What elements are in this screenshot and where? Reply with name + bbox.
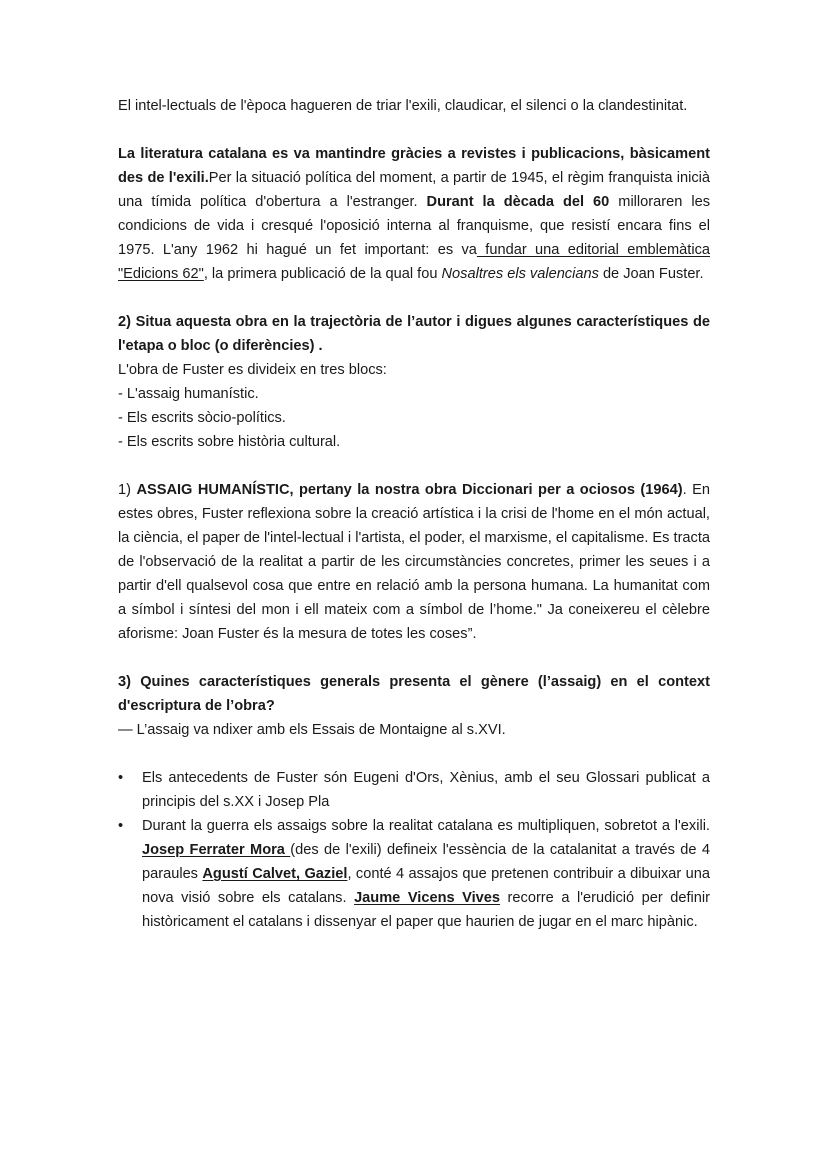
montaigne-line: — L’assaig va ndixer amb els Essais de Montaigne al s.XVI. xyxy=(118,722,506,738)
blocks-lead: L'obra de Fuster es divideix en tres blocs: xyxy=(118,362,387,378)
underlined-edicions-62: fundar una editorial emblemàtica "Edicions 62" xyxy=(118,242,710,282)
list-item: • Durant la guerra els assaigs sobre la realitat catalana es multipliquen, sobretot a l'exili. Josep Ferrater Mora (des de l'exili) defineix l'essència de la catalanitat a través de 4 paraules Agustí Calvet, Gaziel, conté 4 assajos que pretenen contribuir a dibuixar una nova visió sobre els catalans. Jaume Vicens Vives recorre a l'erudició per definir històricament el catalans i dissenyar el paper que haurien de jugar en el marc hipànic. xyxy=(118,814,710,934)
list-item: • Els antecedents de Fuster són Eugeni d'Ors, Xènius, amb el seu Glossari publicat a principis del s.XX i Josep Pla xyxy=(118,766,710,814)
author-name: Agustí Calvet, Gaziel xyxy=(202,866,348,882)
intro-paragraph-1: El intel-lectuals de l'època hagueren de triar l'exili, claudicar, el silenci o la clandestinitat. xyxy=(118,98,688,114)
question-2: 2) Situa aquesta obra en la trajectòria de l’autor i digues algunes característiques de l'etapa o bloc (o diferències) . xyxy=(118,314,710,354)
author-name: Jaume Vicens Vives xyxy=(354,890,501,906)
block-item: - L'assaig humanístic. xyxy=(118,386,259,402)
assaig-humanistic-paragraph: 1) ASSAIG HUMANÍSTIC, pertany la nostra obra Diccionari per a ociosos (1964). En estes obres, Fuster reflexiona sobre la creació artística i la crisi de l'home en el món actual, la ciència, el paper de l'intel-lectual i l'artista, el poder, el marxisme, el capitalisme. Es tracta de l'observació de la realitat a partir de les circumstàncies concretes, primer les seues i a partir d'ell qualsevol cosa que entre en relació amb la persona humana. La humanitat com a símbol i síntesi del mon i ell mateix com a símbol de l’home." Ja coneixereu el cèlebre aforisme: Joan Fuster és la mesura de totes les coses”. xyxy=(118,482,711,642)
block-item: - Els escrits sobre història cultural. xyxy=(118,434,341,450)
document-page xyxy=(118,94,710,934)
question-3: 3) Quines característiques generals presenta el gènere (l’assaig) en el context d'escriptura de l’obra? xyxy=(118,674,710,714)
block-item: - Els escrits sòcio-polítics. xyxy=(118,410,286,426)
intro-paragraph-2: La literatura catalana es va mantindre gràcies a revistes i publicacions, bàsicament des de l'exili.Per la situació política del moment, a partir de 1945, el règim franquista inicià una tímida política d'obertura a l'estranger. Durant la dècada del 60 milloraren les condicions de vida i cresqué l'oposició interna al franquisme, que resistí encara fins el 1975. L'any 1962 hi hagué un fet important: es va fundar una editorial emblemàtica "Edicions 62", la primera publicació de la qual fou Nosaltres els valencians de Joan Fuster. xyxy=(118,146,711,282)
author-name: Josep Ferrater Mora xyxy=(142,842,291,858)
bullet-icon: • xyxy=(118,770,124,786)
bold-statement: La literatura catalana es va mantindre gràcies a revistes i publicacions, bàsicament des de l'exili. xyxy=(118,146,710,186)
bullet-icon: • xyxy=(118,818,124,834)
book-title: Nosaltres els valencians xyxy=(441,266,599,282)
antecedents-list xyxy=(118,766,710,934)
